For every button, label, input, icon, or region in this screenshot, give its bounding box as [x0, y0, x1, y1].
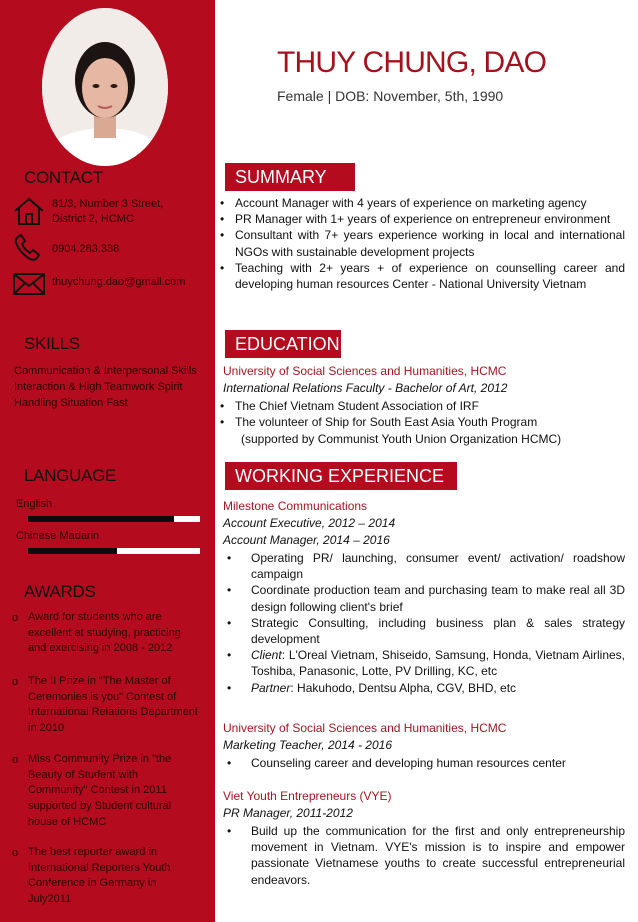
award-text: Award for students who are excellent at studying, practicing and exercising in 2008 - 2012: [28, 611, 181, 655]
summary-list: [219, 195, 625, 292]
job-role: Account Executive, 2012 – 2014: [223, 516, 396, 530]
job-duties: [219, 550, 625, 696]
job-partners: [219, 680, 625, 696]
award-item: [12, 752, 208, 831]
award-item: [12, 845, 208, 908]
contact-heading: CONTACT: [24, 168, 103, 187]
skill-item: Communication & Interpersonal Skills: [14, 365, 197, 377]
contact-address: [12, 196, 163, 227]
award-text: Miss Community Prize in "the Beauty of Student with Community" Contest in 2011 supported by Student cultural house of HCMC: [28, 753, 172, 828]
summary-heading: SUMMARY: [225, 163, 355, 191]
contact-phone: [12, 233, 119, 263]
job-duty: • Coordinate production team and purchasing team to make real all 3D design following client's brief: [219, 582, 625, 614]
summary-item: • Account Manager with 4 years of experience on marketing agency: [219, 195, 625, 211]
job-duties: [219, 755, 625, 771]
job-company: University of Social Sciences and Humanities, HCMC: [223, 721, 507, 735]
award-text: The II Prize in "The Master of Ceremonies is you" Contest of International Relations Department in 2010: [28, 675, 198, 735]
job-duty: • Operating PR/ launching, consumer event/ activation/ roadshow campaign: [219, 550, 625, 582]
summary-item: • Consultant with 7+ years experience working in local and international NGOs with sustainable development projects: [219, 227, 625, 259]
award-bullet: o: [12, 612, 19, 624]
skill-item: Interaction & High Teamwork Spirit: [14, 381, 183, 393]
partner-label: Partner: [251, 680, 291, 695]
contact-email: [12, 268, 185, 298]
language-level-fill: [28, 548, 117, 554]
language-level-bar-chinese: [28, 548, 200, 554]
skills-heading: SKILLS: [24, 334, 80, 353]
job-duty: • Build up the communication for the first and only entrepreneurship movement in Vietnam. VYE's mission is to inspire and empower passionate Vietnamese youths to create successful entrepreneurial endeavors.: [219, 823, 625, 888]
language-name-english: English: [16, 498, 53, 510]
education-note: (supported by Communist Youth Union Organization HCMC): [241, 432, 562, 446]
mail-icon: [12, 268, 46, 298]
award-bullet: o: [12, 754, 19, 766]
address-line-2: District 2, HCMC: [52, 213, 134, 225]
job-role: Marketing Teacher, 2014 - 2016: [223, 738, 393, 752]
education-list: [219, 398, 625, 430]
home-icon: [12, 196, 46, 226]
education-item: • The volunteer of Ship for South East Asia Youth Program: [219, 414, 625, 430]
partner-list: : Hakuhodo, Dentsu Alpha, CGV, BHD, etc: [290, 680, 517, 695]
language-heading: LANGUAGE: [24, 466, 117, 485]
job-role: Account Manager, 2014 – 2016: [223, 533, 390, 547]
summary-item: • PR Manager with 1+ years of experience on entrepreneur environment: [219, 211, 625, 227]
sidebar: [0, 0, 215, 922]
award-text: The best reporter award in International Reporters Youth Conference in Germany in July2011: [28, 846, 171, 906]
education-heading: EDUCATION: [225, 330, 341, 358]
experience-heading: WORKING EXPERIENCE: [225, 462, 457, 490]
address-line-1: 81/3, Number 3 Street,: [52, 198, 164, 210]
email-address[interactable]: thuychung.dao@gmail.com: [52, 276, 186, 288]
language-level-bar-english: [28, 516, 200, 522]
language-name-chinese: Chinese Madarin: [16, 530, 100, 542]
award-bullet: o: [12, 676, 19, 688]
client-label: Client: [251, 648, 282, 663]
summary-item: • Teaching with 2+ years + of experience on counselling career and developing human resources Center - National University Vietnam: [219, 260, 625, 292]
job-company: Milestone Communications: [223, 499, 368, 513]
education-degree: International Relations Faculty - Bachelor of Art, 2012: [223, 381, 508, 395]
phone-icon: [12, 233, 46, 263]
job-clients: [219, 647, 625, 679]
award-bullet: o: [12, 847, 19, 859]
job-duty: • Strategic Consulting, including business plan & sales strategy development: [219, 615, 625, 647]
education-item: • The Chief Vietnam Student Association of IRF: [219, 398, 625, 414]
client-list: : L'Oreal Vietnam, Shiseido, Samsung, Honda, Vietnam Airlines, Toshiba, Panasonic, Lotte, PV Drilling, KC, etc: [251, 648, 625, 679]
language-level-fill: [28, 516, 174, 522]
phone-number[interactable]: 0904.283.338: [52, 243, 120, 255]
award-item: [12, 674, 208, 737]
job-duties: [219, 823, 625, 888]
profile-photo: [42, 8, 168, 166]
portrait-image: [42, 8, 168, 166]
job-duty: • Counseling career and developing human resources center: [219, 755, 625, 771]
skill-item: Handling Situation Fast: [14, 397, 128, 409]
job-company: Viet Youth Entrepreneurs (VYE): [223, 789, 392, 803]
candidate-name: THUY CHUNG, DAO: [277, 46, 547, 79]
education-school: University of Social Sciences and Humanities, HCMC: [223, 364, 507, 378]
candidate-details: Female | DOB: November, 5th, 1990: [277, 88, 504, 104]
award-item: [12, 610, 208, 657]
job-role: PR Manager, 2011-2012: [223, 806, 353, 820]
awards-heading: AWARDS: [24, 582, 96, 601]
